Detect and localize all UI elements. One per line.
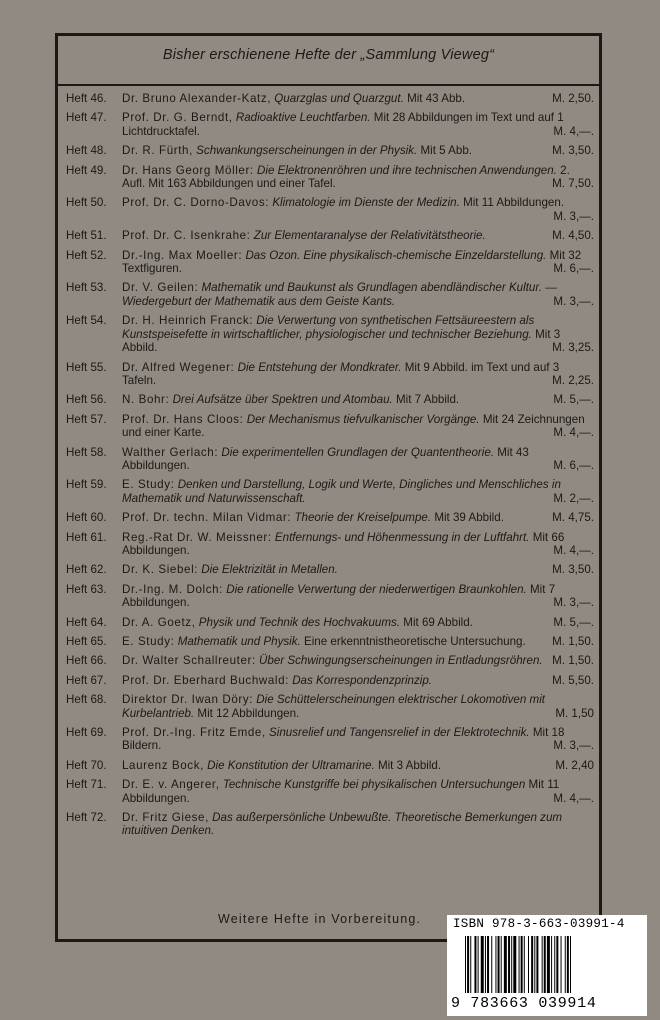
heft-number: Heft 71. (66, 778, 107, 792)
heft-number: Heft 67. (66, 673, 107, 687)
entry-author: Dr. Fritz Giese, (122, 811, 209, 825)
entry-text (122, 759, 594, 772)
entry-row (66, 693, 594, 720)
entry-details: Mit 43 Abbildungen. (122, 445, 529, 472)
entry-title: Die Verwertung von synthetischen Fettsäureestern als Kunstspeisefette in wirtschaftlicher, physiologischer und technischer Beziehung. (122, 314, 535, 341)
entry-text (122, 413, 594, 440)
barcode-number: 9 783663 039914 (451, 995, 597, 1012)
entry-price: M. 1,50. (552, 654, 594, 668)
entry-row (66, 674, 594, 687)
heft-number: Heft 70. (66, 758, 107, 772)
entry-author: Laurenz Bock, (122, 758, 204, 772)
entry-row (66, 563, 594, 576)
entry-text (122, 583, 594, 610)
heft-number: Heft 58. (66, 445, 107, 459)
heft-number: Heft 72. (66, 811, 107, 825)
entry-title: Drei Aufsätze über Spektren und Atombau. (172, 393, 393, 407)
entry-author: Prof. Dr. G. Berndt, (122, 111, 233, 125)
entry-details: Mit 9 Abbild. im Text und auf 3 Tafeln. (122, 360, 560, 387)
entry-price: M. 7,50. (552, 177, 594, 191)
entry-text (122, 281, 594, 308)
entry-text (122, 635, 594, 648)
heft-number: Heft 52. (66, 248, 107, 262)
entry-details: Mit 3 Abbild. (122, 327, 561, 355)
entry-author: Reg.-Rat Dr. W. Meissner: (122, 530, 272, 544)
entry-row (66, 92, 594, 105)
entry-price: M. 4,—. (553, 426, 594, 440)
entry-title: Der Mechanismus tiefvulkanischer Vorgänge. (246, 412, 480, 426)
page-title: Bisher erschienene Hefte der „Sammlung Vieweg“ (162, 47, 495, 63)
entry-text (122, 229, 594, 242)
entry-details: Mit 7 Abbildungen. (122, 582, 556, 610)
entry-title: Mathematik und Baukunst als Grundlagen abendländischer Kultur. — Wiedergeburt der Mathematik aus dem Geiste Kants. (122, 281, 557, 308)
entry-price: M. 3,25. (552, 341, 594, 355)
entry-author: N. Bohr: (122, 393, 170, 407)
entry-price: M. 5,—. (553, 615, 594, 629)
entry-price: M. 3,—. (553, 739, 594, 753)
entry-row (66, 654, 594, 667)
entry-text (122, 674, 594, 687)
entry-text (122, 164, 594, 191)
entry-title: Schwankungserscheinungen in der Physik. (196, 144, 418, 158)
entry-price: M. 3,50. (552, 144, 594, 158)
entry-text (122, 531, 594, 558)
heft-number: Heft 57. (66, 412, 107, 426)
barcode-image (465, 936, 635, 993)
entry-row (66, 413, 594, 440)
entry-text (122, 654, 594, 667)
entry-text (122, 726, 594, 753)
entry-row (66, 164, 594, 191)
entry-title: Quarzglas und Quarzgut. (274, 92, 404, 105)
entry-text (122, 111, 594, 138)
entry-price: M. 2,50. (552, 92, 594, 105)
entry-row (66, 583, 594, 610)
entry-title: Die Schüttelerscheinungen elektrischer Lokomotiven mit Kurbelantrieb. (122, 693, 545, 720)
heft-number: Heft 47. (66, 111, 107, 125)
entry-row (66, 616, 594, 629)
entry-title: Die Elektronenröhren und ihre technischen Anwendungen. (257, 163, 557, 177)
entry-row (66, 778, 594, 805)
entry-title: Über Schwingungserscheinungen in Entladungsröhren. (259, 654, 543, 668)
entry-row (66, 314, 594, 354)
entry-text (122, 314, 594, 354)
entry-author: Dr. Alfred Wegener: (122, 360, 235, 374)
entry-price: M. 3,—. (553, 209, 594, 223)
entry-author: Dr. Hans Georg Möller: (122, 163, 254, 177)
entry-title: Zur Elementaranalyse der Relativitätstheorie. (253, 229, 486, 243)
entry-details: Mit 39 Abbild. (434, 511, 504, 525)
entry-author: Dr.-Ing. Max Moeller: (122, 248, 243, 262)
title-rule (58, 84, 599, 86)
heft-number: Heft 48. (66, 144, 107, 158)
entry-details: Mit 32 Textfiguren. (122, 248, 582, 276)
heft-number: Heft 69. (66, 726, 107, 740)
entry-author: Walther Gerlach: (122, 445, 219, 459)
entry-title: Die Entstehung der Mondkrater. (237, 360, 402, 374)
entry-title: Das Korrespondenzprinzip. (292, 673, 433, 687)
entry-text (122, 778, 594, 805)
entry-row (66, 511, 594, 524)
heft-number: Heft 51. (66, 229, 107, 243)
entry-title: Technische Kunstgriffe bei physikalischen Untersuchungen (222, 778, 526, 792)
entry-row (66, 531, 594, 558)
entry-price: M. 6,—. (553, 458, 594, 472)
entry-title: Sinusrelief und Tangensrelief in der Elektrotechnik. (269, 726, 530, 740)
entry-author: Dr. V. Geilen: (122, 281, 199, 295)
entry-author: Prof. Dr.-Ing. Fritz Emde, (122, 726, 266, 740)
heft-number: Heft 46. (66, 92, 107, 105)
entry-price: M. 4,—. (553, 124, 594, 138)
entry-author: Dr. Walter Schallreuter: (122, 654, 256, 668)
entry-details: 2. Aufl. Mit 163 Abbildungen und einer Tafel. (122, 163, 570, 191)
entry-row (66, 393, 594, 406)
entry-author: Dr. R. Fürth, (122, 144, 193, 158)
heft-number: Heft 65. (66, 635, 107, 648)
entry-text (122, 811, 594, 838)
footer-note: Weitere Hefte in Vorbereitung. (218, 912, 422, 926)
entry-author: Prof. Dr. C. Isenkrahe: (122, 229, 251, 243)
entry-text (122, 196, 594, 223)
entry-text (122, 361, 594, 388)
entry-details: Mit 12 Abbildungen. (197, 706, 300, 720)
entry-details: Eine erkenntnistheoretische Untersuchung. (304, 635, 526, 648)
heft-number: Heft 56. (66, 393, 107, 407)
entry-title: Das außerpersönliche Unbewußte. Theoretische Bemerkungen zum intuitiven Denken. (122, 811, 563, 838)
entry-details: Mit 69 Abbild. (403, 615, 473, 629)
entry-details: Mit 24 Zeichnungen und einer Karte. (122, 412, 585, 440)
entry-text (122, 393, 594, 406)
heft-number: Heft 62. (66, 563, 107, 577)
entry-row (66, 196, 594, 223)
entry-text (122, 478, 594, 505)
entry-text (122, 92, 594, 105)
entry-row (66, 726, 594, 753)
entry-title: Radioaktive Leuchtfarben. (235, 111, 371, 125)
entry-price: M. 2,—. (553, 491, 594, 505)
entry-price: M. 3,50. (552, 563, 594, 577)
entry-details: Mit 18 Bildern. (122, 726, 565, 753)
entry-text (122, 616, 594, 629)
entry-details: Mit 11 Abbildungen. (122, 778, 560, 805)
entry-details: Mit 5 Abb. (420, 144, 473, 158)
entry-title: Das Ozon. Eine physikalisch-chemische Einzeldarstellung. (245, 248, 547, 262)
heft-number: Heft 55. (66, 360, 107, 374)
entry-text (122, 563, 594, 576)
heft-number: Heft 63. (66, 582, 107, 596)
entry-row (66, 478, 594, 505)
entry-price: M. 4,—. (553, 543, 594, 557)
entry-author: Dr.-Ing. M. Dolch: (122, 582, 223, 596)
entry-details: Mit 66 Abbildungen. (122, 530, 565, 557)
entry-price: M. 1,50 (555, 706, 594, 720)
entry-details: Mit 28 Abbildungen im Text und auf 1 Lichtdrucktafel. (122, 111, 564, 138)
entry-title: Die Elektrizität in Metallen. (201, 563, 338, 577)
entry-author: Dr. K. Siebel: (122, 563, 199, 577)
entry-price: M. 5,50. (552, 673, 594, 687)
entry-title: Klimatologie im Dienste der Medizin. (272, 196, 460, 210)
isbn-text: ISBN 978-3-663-03991-4 (453, 917, 625, 931)
entry-author: E. Study: (122, 635, 175, 648)
entry-title: Mathematik und Physik. (177, 635, 301, 648)
entry-details: Mit 7 Abbild. (396, 393, 460, 407)
heft-number: Heft 66. (66, 654, 107, 668)
entry-price: M. 2,40 (555, 758, 594, 772)
entry-title: Denken und Darstellung, Logik und Werte, Dingliches und Menschliches in Mathematik und Naturwissenschaft. (122, 478, 561, 505)
entry-price: M. 3,—. (553, 596, 594, 610)
entry-author: Prof. Dr. Hans Cloos: (122, 412, 244, 426)
entry-row (66, 811, 594, 838)
entry-text (122, 249, 594, 276)
entry-row (66, 759, 594, 772)
entry-text (122, 511, 594, 524)
entry-row (66, 229, 594, 242)
entry-details: Mit 43 Abb. (407, 92, 466, 105)
entry-author: Direktor Dr. Iwan Döry: (122, 693, 254, 707)
entry-price: M. 3,—. (553, 294, 594, 308)
entry-row (66, 144, 594, 157)
entry-title: Theorie der Kreiselpumpe. (294, 511, 432, 525)
entry-author: Dr. E. v. Angerer, (122, 778, 220, 792)
entry-author: Dr. Bruno Alexander-Katz, (122, 92, 272, 105)
heft-number: Heft 50. (66, 196, 107, 210)
entry-price: M. 1,50. (552, 635, 594, 648)
entry-text (122, 446, 594, 473)
entry-price: M. 4,50. (552, 229, 594, 243)
entry-title: Physik und Technik des Hochvakuums. (198, 615, 401, 629)
entry-author: Dr. A. Goetz, (122, 615, 196, 629)
entry-text (122, 693, 594, 720)
entry-row (66, 446, 594, 473)
entry-author: Prof. Dr. C. Dorno-Davos: (122, 196, 270, 210)
heft-number: Heft 61. (66, 530, 107, 544)
entry-title: Die experimentellen Grundlagen der Quantentheorie. (221, 445, 495, 459)
entry-title: Entfernungs- und Höhenmessung in der Luftfahrt. (274, 530, 530, 544)
entry-author: Prof. Dr. techn. Milan Vidmar: (122, 511, 292, 525)
entry-price: M. 6,—. (553, 262, 594, 276)
heft-number: Heft 49. (66, 163, 107, 177)
heft-number: Heft 68. (66, 693, 107, 707)
entry-details: Mit 3 Abbild. (377, 758, 442, 772)
heft-number: Heft 59. (66, 478, 107, 492)
heft-number: Heft 64. (66, 615, 107, 629)
entry-title: Die rationelle Verwertung der niederwertigen Braunkohlen. (226, 582, 527, 596)
entry-title: Die Konstitution der Ultramarine. (207, 758, 375, 772)
entry-price: M. 5,—. (553, 393, 594, 407)
entry-text (122, 144, 594, 157)
heft-number: Heft 53. (66, 281, 107, 295)
heft-number: Heft 60. (66, 511, 107, 525)
entry-author: Prof. Dr. Eberhard Buchwald: (122, 673, 289, 687)
entry-row (66, 281, 594, 308)
entry-row (66, 111, 594, 138)
entry-row (66, 361, 594, 388)
entry-price: M. 4,75. (552, 511, 594, 525)
entry-row (66, 249, 594, 276)
entry-price: M. 2,25. (552, 373, 594, 387)
entry-details: Mit 11 Abbildungen. (463, 196, 565, 210)
entry-list (66, 92, 594, 844)
entry-price: M. 4,—. (553, 791, 594, 805)
entry-row (66, 635, 594, 648)
heft-number: Heft 54. (66, 314, 107, 328)
entry-author: Dr. H. Heinrich Franck: (122, 314, 254, 328)
isbn-barcode-label (447, 915, 647, 1016)
entry-author: E. Study: (122, 478, 175, 492)
